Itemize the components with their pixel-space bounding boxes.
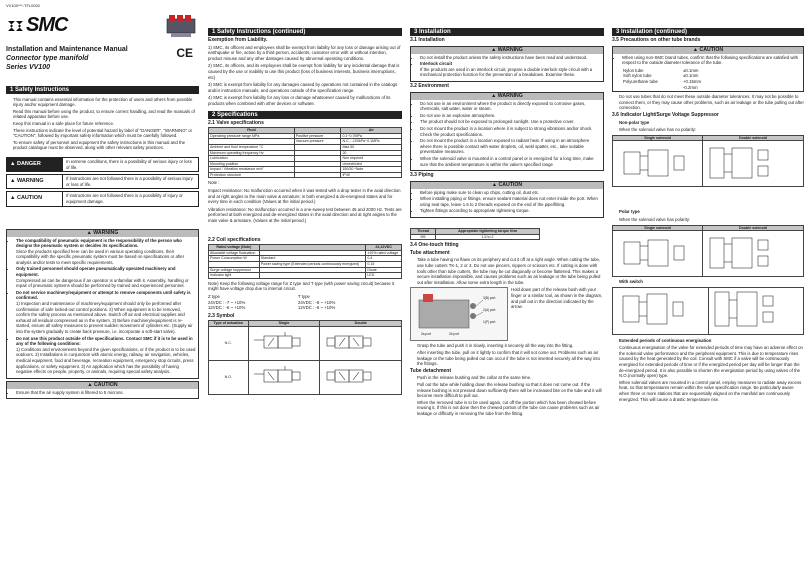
polar-circuit-table: Single solenoid Double solenoid xyxy=(612,225,804,278)
double-no-symbol xyxy=(321,362,385,392)
specifications-heading: 2 Specifications xyxy=(208,111,402,119)
installation-continued-heading: 3 Installation (continued) xyxy=(612,28,804,36)
double-switch-circuit xyxy=(709,288,799,332)
safety-bullet: • To ensure safety of personnel and equipment the safety instructions in this manual and the product catalogue must be observed, along with other relevant safety practices. xyxy=(13,140,199,151)
single-nc-symbol xyxy=(250,328,306,358)
safety-bullet: • These instructions indicate the level of potential hazard by label of "DANGER", "WARNING" or "CAUTION", followed by important safety information which must be carefully followed. xyxy=(13,128,199,139)
installation-warning-box: ▲ WARNING • Do not install the product unless the safety instructions have been read and understood. • Interlock circuit If the products are used in an interlock circuit, prepare a double interlock style circuit with a mechanical protection function for the prevention of a breakdown. Examine these. xyxy=(410,46,604,82)
warning-triangle-icon: ▲ xyxy=(86,229,94,236)
symbol-table: Type of actuation Single Double N.C. N.O. xyxy=(208,320,402,395)
warning-triangle-icon: ▲ xyxy=(692,46,700,53)
danger-level: ▲ DANGER In extreme conditions, there is a possibility of serious injury or loss of life. xyxy=(6,157,199,172)
warning-triangle-icon: ▲ xyxy=(10,177,17,184)
safety-bullet: • Keep this manual in a safe place for future reference. xyxy=(13,121,199,127)
valve-spec-table: Fluid Air Operating pressure range MPa Positive pressure 0.1~0.7MPa Vacuum pressure N.C.: -100kPa~0.1MPa Ambient and fluid temperature °C Max.50 Maximum operating frequency Hz 20 Lubrication Non required Mounting position Unrestricted Impact / Vibration resistance m/s² 150/30 *Note Protection structure IP40 xyxy=(208,127,402,178)
column-4: 3 Installation (continued) 3.5 Precautions on other tube brands ▲ CAUTION • When using non-SMC brand tubes, confirm that the following specifications are satisfied with respect to the outside diameter tolerance of the tube. Nylon tube ±0.1mm Soft nylon tube ±0.1mm Polyurethane tube +0.15mm -0.2mm • Do not use tubes that do not meet these outside diameter tolerances. It may not be possible to connect them, or they may cause other problems, such as air leakage or the tube pulling out after connection. 3.6 Indicator Light/Surge Voltage Suppressor • Non-polar type When the solenoid valve has no polarity: Single solenoid Double solenoid • Polar type When the solenoid valve has polarity: Single solenoid Double solenoid • With switch • Extended periods of continuous energisation • Continuous energisation of the valve for extended periods of time may have an adverse effect on the solenoid valve performance and the peripheral equipment. This is due to temperature rises caused by the heat generated by the coil. Consult with SMC if a valve will be continuously energised for extended periods of time or if the energized period per day will be longer than the de-energized period. It is also possible to shorten the energisation period by using valves of the N.O.(normally open) type. • When solenoid valves are mounted in a control panel, employ measures to radiate away excess heat, so that temperatures remain within the valve specification range. Be particularly aware when three or more stations that are sequentially aligned on the manifold are continuously energized. This will cause a drastic temperature rise. xyxy=(612,0,804,569)
piping-caution-box: ▲ CAUTION • Before piping make sure to clean up chips, cutting oil, dust etc. • When installing piping or fittings, ensure sealant material does not enter inside the port. When using seal tape, leave 1.5 to 2 threads exposed on the end of the pipe/fitting. • Tighten fittings according to appropriate tightening torque. xyxy=(410,181,604,218)
doc-number: VV100***-TFL0002 xyxy=(6,3,41,8)
brand-logo: SMC xyxy=(26,13,68,36)
single-no-symbol xyxy=(250,362,306,392)
environment-warning-box: ▲ WARNING • Do not use in an environment where the product is directly exposed to corrosive gases, chemicals, salt water, water or steam. • Do not use in an explosive atmosphere. • The product should not be exposed to prolonged sunlight. Use a protective cover. • Do not mount the product in a location where it is subject to strong vibrations and/or shock. Check the product specifications. • Do not mount the product in a location exposed to radiant heat. If using in an atmosphere where there is possible contact with water droplets, oil, weld spatter, etc., take suitable preventative measures. • When the solenoid valve is mounted in a control panel or is energized for a long time, make sure that the ambient temperature is within the valve's specified range xyxy=(410,92,604,172)
nonpolar-circuit-table: Single solenoid Double solenoid xyxy=(612,135,804,188)
double-nonpolar-circuit xyxy=(704,142,794,184)
torque-table: Thread Appropriate tightening torque N•m M5 1.5 to 2 xyxy=(410,228,540,240)
safety-bullet: • Read this manual before using the product, to ensure correct handling, and read the manuals of related apparatus before use. xyxy=(13,109,199,120)
warning-triangle-icon: ▲ xyxy=(491,46,498,53)
warning-triangle-icon: ▲ xyxy=(491,181,499,188)
manual-series: Series VV100 xyxy=(6,63,50,71)
single-switch-circuit xyxy=(613,288,693,332)
warning-box: ▲ WARNING • The compatibility of pneumatic equipment is the responsibility of the person who designs the pneumatic system or decides its specifications. Since the products specified here can be used in various operating conditions, their compatibility with the specific pneumatic system must be based on specifications or after analysis and/or tests to meet specific requirements. • Only trained personnel should operate pneumatically operated machinery and equipment. Compressed air can be dangerous if an operator is unfamiliar with it. Assembly, handling or repair of pneumatic systems should be performed by trained and experienced personnel. • Do not service machinery/equipment or attempt to remove components until safety is confirmed. 1) Inspection and maintenance of machinery/equipment should only be performed after confirmation of safe locked-out control positions. 2) When equipment is to be removed, confirm the safety process as mentioned above. Switch off air and electrical supplies and exhaust all residual compressed air in the system. 3) Before machinery/equipment is re-started, ensure all safety measures to prevent sudden movement of cylinders etc. (Supply air into the system gradually to create back pressure, i.e. incorporate a soft-start valve). • Do not use this product outside of the specifications. Contact SMC if it is to be used in any of the following conditions: 1) Conditions and environments beyond the given specifications, or if the product is to be used outdoors. 2) Installations in conjunction with atomic energy, railway, air navigation, vehicles, medical equipment, food and beverage, recreation equipment, emergency stop circuits, press applications, or safety equipment. 3) An application which has the possibility of having negative effects on people, property, or animals, requiring special safety analysis. xyxy=(6,229,199,379)
smc-logo-icon xyxy=(6,18,26,34)
manual-subtitle: Connector type manifold xyxy=(6,54,89,62)
warning-triangle-icon: ▲ xyxy=(491,92,498,99)
double-nc-symbol xyxy=(321,328,385,358)
manifold-port-diagram: 3(B) port 2(A) port 1(P) port 2a port 2b port xyxy=(410,287,508,341)
warning-level: ▲ WARNING If instructions are not followed there is a possibility of serious injury or loss of life. xyxy=(6,174,199,189)
caution-box: ▲ CAUTION • Ensure that the air supply system is filtered to 5 microns. xyxy=(6,381,199,400)
single-nonpolar-circuit xyxy=(614,142,694,184)
safety-heading: 1 Safety Instructions xyxy=(6,86,199,94)
coil-spec-table: Rated voltage (Note) 24,12VDC Allowable voltage fluctuation ±10% rated voltage Power Consumption W Standard 0.4 Power saving type (Extended periods continuously energized) 0.15 Surge voltage suppressor Diode Indicator light LED xyxy=(208,244,402,279)
warning-triangle-icon: ▲ xyxy=(87,381,94,388)
warning-triangle-icon: ▲ xyxy=(10,160,17,167)
ce-mark: CE xyxy=(176,45,193,60)
column-1 xyxy=(6,0,199,569)
double-polar-circuit xyxy=(704,232,794,274)
tube-caution-box: ▲ CAUTION • When using non-SMC brand tubes, confirm that the following specifications are satisfied with respect to the outside diameter tolerance of the tube. Nylon tube ±0.1mm Soft nylon tube ±0.1mm Polyurethane tube +0.15mm -0.2mm xyxy=(612,46,804,93)
safety-continued-heading: 1 Safety Instructions (continued) xyxy=(208,28,402,36)
single-polar-circuit xyxy=(614,232,694,274)
manifold-product-icon xyxy=(165,13,199,39)
column-3: 3 Installation 3.1 Installation ▲ WARNING • Do not install the product unless the safety instructions have been read and understood. • Interlock circuit If the products are used in an interlock circuit, prepare a double interlock style circuit with a mechanical protection function for the prevention of a breakdown. Examine these. 3.2 Environment ▲ WARNING • Do not use in an environment where the product is directly exposed to corrosive gases, chemicals, salt water, water or steam. • Do not use in an explosive atmosphere. • The product should not be exposed to prolonged sunlight. Use a protective cover. • Do not mount the product in a location where it is subject to strong vibrations and/or shock. Check the product specifications. • Do not mount the product in a location exposed to radiant heat. If using in an atmosphere where there is possible contact with water droplets, oil, weld spatter, etc., take suitable preventative measures. • When the solenoid valve is mounted in a control panel or is energized for a long time, make sure that the ambient temperature is within the valve's specified range 3.3 Piping ▲ CAUTION • Before piping make sure to clean up chips, cutting oil, dust etc. • When installing piping or fittings, ensure sealant material does not enter inside the port. When using seal tape, leave 1.5 to 2 threads exposed on the end of the pipe/fitting. • Tighten fittings according to appropriate tightening torque. Thread Appropriate tightening torque N•m M5 1.5 to 2 3.4 One-touch fitting Tube attachment • Take a tube having no flaws on its periphery and cut it off at a right angle. When cutting the tube, use tube cutters TK-1, 2 or 3. Do not use pincers, nippers or scissors etc. If cutting is done with tools other than tube cutters, the tube may be cut diagonally or become flattened. This makes a secure installation impossible, and causes problems such as air leakage or the tube being pulled out after installation. Allow some extra length in the tube. 3(B) port 2(A) port 1(P) port 2a port 2b port Hold down part of the release bush with your finger or a similar tool, as shown in the diagram, and pull out in the direction indicated by the arrow. • Grasp the tube and push it in slowly, inserting it securely all the way into the fitting. • After inserting the tube, pull on it lightly to confirm that it will not come out. Problems such as air leakage or the tube being pulled out can occur if the tube is not inserted securely all the way into the fittings. Tube detachment • Push in the release bushing and the collar at the same time. • Pull out the tube while holding down the release bushing so that it does not come out. If the release bushing is not pressed down sufficiently there will be increased bite on the tube and it will become more difficult to pull out. • When the removed tube is to be used again, cut off the portion which has been chewed before reusing it. If this is not done then the chewed portion of the tube can cause problems such as air leakage or difficulty in removing the tube from the fitting. xyxy=(410,0,604,569)
warning-triangle-icon: ▲ xyxy=(10,195,17,202)
column-2: 1 Safety Instructions (continued) Exemption from Liability. 1) SMC, its officers and employees shall be exempt from liability for any loss or damage arising out of earthquake or fire, action by a third person, accidents, customer error with or without intention, product misuse and any other damages caused by abnormal operating conditions. 2) SMC, its officers, and its employees shall be exempt from liability for any incidental damage that is caused by the use or inability to use this product (loss of business interests, business interruptions, etc) 3) SMC is exempt from liability for any damages caused by operations not contained in the catalogs and/or instruction manuals, and operations outside of the specification range. 4) SMC is exempt from liability for any loss or damage whatsoever caused by malfunctions of its products when combined with other devices or software. 2 Specifications 2.1 Valve specifications Fluid Air Operating pressure range MPa Positive pressure 0.1~0.7MPa Vacuum pressure N.C.: -100kPa~0.1MPa Ambient and fluid temperature °C Max.50 Maximum operating frequency Hz 20 Lubrication Non required Mounting position Unrestricted Impact / Vibration resistance m/s² 150/30 *Note Protection structure IP40 Note : Impact resistance: No malfunction occurred when it was tested with a drop tester in the axial direction and at right angles to the main valve & armature; in both energized & de-energised states and for every time in each condition (Values at the initial period.) Vibration resistance: No malfunction occurred in a one-sweep test between 45 and 2000 Hz. Tests are performed at both energized and de-energized states in the axial direction and at right angles to the main valve & armature. (Values at the initial period.) 2.2 Coil specifications Rated voltage (Note) 24,12VDC Allowable voltage fluctuation ±10% rated voltage Power Consumption W Standard 0.4 Power saving type (Extended periods continuously energized) 0.15 Surge voltage suppressor Diode Indicator light LED Note) Keep the following voltage range for Z type and T type (with power saving circuit) because it might have voltage drop due to internal circuit. Z type T type 24VDC : -7 ~ +10% 24VDC : -5 ~ +10% 12VDC : -6 ~ +10% 12VDC : -6 ~ +10% 2.3 Symbol Type of actuation Single Double N.C. N.O. xyxy=(208,0,402,569)
exemption-title: Exemption from Liability. xyxy=(208,37,268,43)
manual-title: Installation and Maintenance Manual xyxy=(6,45,128,53)
caution-level: ▲ CAUTION If instructions are not followed there is a possibility of injury or equipment damage. xyxy=(6,191,199,206)
installation-heading: 3 Installation xyxy=(410,28,604,36)
safety-bullet: • This manual contains essential information for the protection of users and others from possible injury and/or equipment damage. xyxy=(13,97,199,108)
